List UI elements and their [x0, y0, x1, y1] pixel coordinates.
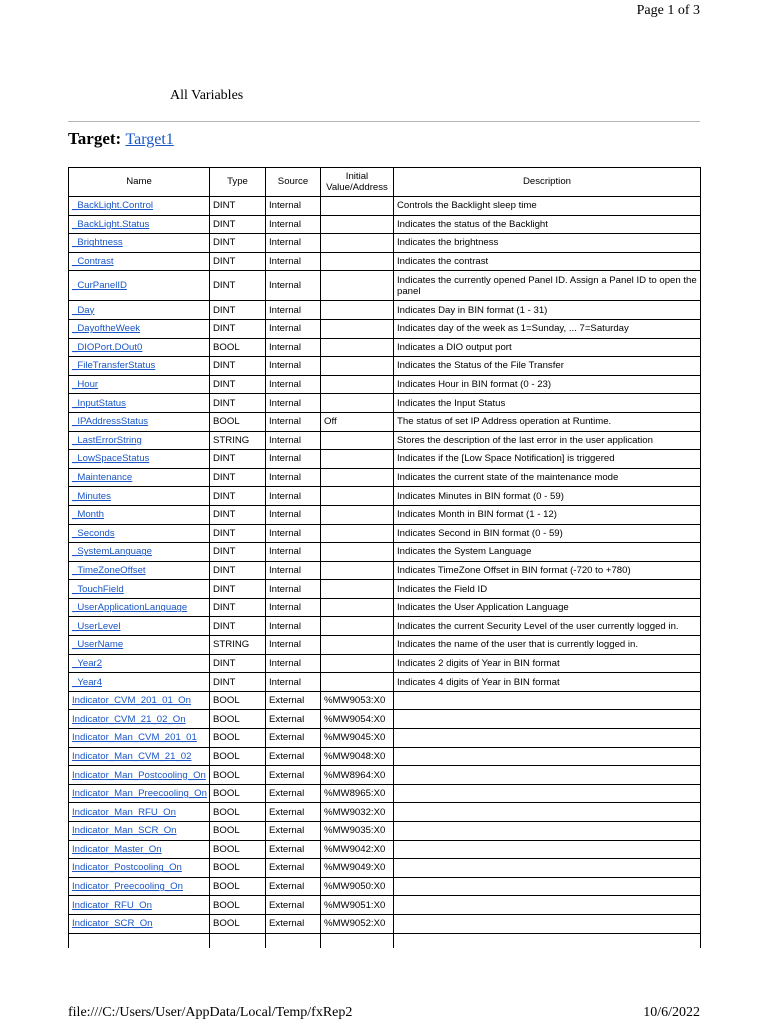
- cell-source: Internal: [266, 673, 321, 692]
- cell-initial-value: [321, 394, 394, 413]
- cell-type: DINT: [210, 357, 266, 376]
- cell-source: External: [266, 710, 321, 729]
- cell-type: BOOL: [210, 896, 266, 915]
- cell-type: DINT: [210, 654, 266, 673]
- table-row: [69, 654, 701, 673]
- cell-initial-value: [321, 673, 394, 692]
- cell-initial-value: [321, 375, 394, 394]
- cell-initial-value: %MW9035:X0: [321, 822, 394, 841]
- column-header-type: Type: [210, 168, 266, 197]
- cell-description: Indicates Second in BIN format (0 - 59): [394, 524, 701, 543]
- cell-initial-value: [321, 505, 394, 524]
- cell-initial-value: %MW8964:X0: [321, 766, 394, 785]
- table-row: [69, 487, 701, 506]
- cell-description: Indicates the System Language: [394, 543, 701, 562]
- table-row: [69, 197, 701, 216]
- cell-source: External: [266, 691, 321, 710]
- cell-description: Indicates the name of the user that is currently logged in.: [394, 636, 701, 655]
- cell-initial-value: %MW9045:X0: [321, 729, 394, 748]
- cell-name: [69, 580, 210, 599]
- cell-description: Indicates the current Security Level of the user currently logged in.: [394, 617, 701, 636]
- cell-type: DINT: [210, 561, 266, 580]
- cell-source: Internal: [266, 617, 321, 636]
- target-label: Target:: [68, 129, 122, 148]
- cell-name: [69, 301, 210, 320]
- cell-name: [69, 505, 210, 524]
- table-row: [69, 766, 701, 785]
- cell-type: DINT: [210, 197, 266, 216]
- variable-link[interactable]: _Month: [72, 509, 104, 521]
- cell-source: Internal: [266, 301, 321, 320]
- cell-type: DINT: [210, 468, 266, 487]
- cell-description: Indicates day of the week as 1=Sunday, ... 7=Saturday: [394, 319, 701, 338]
- table-row: [69, 673, 701, 692]
- cell-source: Internal: [266, 543, 321, 562]
- divider: [68, 121, 700, 122]
- cell-source: External: [266, 859, 321, 878]
- cell-name: [69, 766, 210, 785]
- variable-link[interactable]: _Year4: [72, 676, 103, 688]
- table-row: [69, 580, 701, 599]
- variable-link[interactable]: Indicator_Man_SCR_On: [72, 825, 177, 837]
- cell-description: Indicates the Field ID: [394, 580, 701, 599]
- cell-name: [69, 234, 210, 253]
- cell-description: [394, 729, 701, 748]
- variable-link[interactable]: Indicator_CVM_201_01_On: [72, 695, 191, 707]
- table-row: [69, 747, 701, 766]
- table-row: [69, 394, 701, 413]
- cell-description: [394, 710, 701, 729]
- cell-source: External: [266, 766, 321, 785]
- cell-initial-value: [321, 580, 394, 599]
- table-row: [69, 896, 701, 915]
- cell-initial-value: [321, 215, 394, 234]
- cell-type: STRING: [210, 636, 266, 655]
- cell-name: [69, 561, 210, 580]
- cell-initial-value: %MW8965:X0: [321, 784, 394, 803]
- cell-type: DINT: [210, 450, 266, 469]
- variable-link[interactable]: _TimeZoneOffset: [72, 564, 146, 576]
- cell-type: BOOL: [210, 914, 266, 933]
- variable-link[interactable]: _Minutes: [72, 490, 111, 502]
- table-row: [69, 338, 701, 357]
- cell-name: [69, 747, 210, 766]
- cell-name: [69, 896, 210, 915]
- variable-link[interactable]: _UserApplicationLanguage: [72, 602, 188, 614]
- column-header-source: Source: [266, 168, 321, 197]
- variable-link[interactable]: _UserName: [72, 639, 124, 651]
- cell-initial-value: [321, 234, 394, 253]
- table-row: [69, 505, 701, 524]
- target-link[interactable]: Target1: [125, 131, 174, 148]
- cell-source: Internal: [266, 561, 321, 580]
- table-row: [69, 450, 701, 469]
- cell-source: Internal: [266, 487, 321, 506]
- cell-source: Internal: [266, 252, 321, 271]
- cell-initial-value: [321, 357, 394, 376]
- cell-name: [69, 543, 210, 562]
- cell-description: [394, 896, 701, 915]
- cell-source: External: [266, 729, 321, 748]
- cell-description: Indicates Minutes in BIN format (0 - 59): [394, 487, 701, 506]
- cell-type: BOOL: [210, 784, 266, 803]
- cell-source: External: [266, 914, 321, 933]
- cell-description: Indicates the current state of the maintenance mode: [394, 468, 701, 487]
- cell-initial-value: [321, 636, 394, 655]
- table-row: [69, 431, 701, 450]
- variable-link[interactable]: Indicator_Preecooling_On: [72, 881, 183, 893]
- cell-source: Internal: [266, 580, 321, 599]
- cell-initial-value: [321, 524, 394, 543]
- variable-link[interactable]: Indicator_Postcooling_On: [72, 862, 182, 874]
- variable-link[interactable]: _SystemLanguage: [72, 546, 153, 558]
- cell-initial-value: %MW9053:X0: [321, 691, 394, 710]
- table-row: [69, 375, 701, 394]
- cell-source: External: [266, 803, 321, 822]
- cell-type: BOOL: [210, 840, 266, 859]
- cell-description: Indicates the contrast: [394, 252, 701, 271]
- target-line: [68, 129, 174, 149]
- table-row: [69, 468, 701, 487]
- cell-type: DINT: [210, 617, 266, 636]
- cell-name: [69, 252, 210, 271]
- cell-source: Internal: [266, 271, 321, 301]
- cell-type: DINT: [210, 673, 266, 692]
- table-row: [69, 636, 701, 655]
- cell-name: [69, 803, 210, 822]
- cell-source: External: [266, 747, 321, 766]
- cell-name: [69, 877, 210, 896]
- cell-type: DINT: [210, 301, 266, 320]
- cell-type: BOOL: [210, 747, 266, 766]
- cell-name: [69, 215, 210, 234]
- column-header-description: Description: [394, 168, 701, 197]
- cell-initial-value: [321, 598, 394, 617]
- table-row: [69, 784, 701, 803]
- cell-type: BOOL: [210, 729, 266, 748]
- table-row: [69, 357, 701, 376]
- cell-type: BOOL: [210, 710, 266, 729]
- cell-source: Internal: [266, 234, 321, 253]
- variable-link[interactable]: Indicator_CVM_21_02_On: [72, 713, 186, 725]
- cell-initial-value: %MW9050:X0: [321, 877, 394, 896]
- cell-type: DINT: [210, 234, 266, 253]
- cell-initial-value: [321, 271, 394, 301]
- cell-type: BOOL: [210, 859, 266, 878]
- cell-name: [69, 375, 210, 394]
- cell-source: Internal: [266, 357, 321, 376]
- cell-name: [69, 840, 210, 859]
- variable-link[interactable]: _Contrast: [72, 256, 114, 268]
- cell-description: Indicates Day in BIN format (1 - 31): [394, 301, 701, 320]
- cell-description: Indicates 4 digits of Year in BIN format: [394, 673, 701, 692]
- cell-name: [69, 598, 210, 617]
- variable-link[interactable]: _Year2: [72, 657, 103, 669]
- cell-source: Internal: [266, 468, 321, 487]
- table-row: [69, 234, 701, 253]
- table-row: [69, 412, 701, 431]
- cell-description: [394, 914, 701, 933]
- variable-link[interactable]: Indicator_Man_CVM_21_02: [72, 750, 192, 762]
- cell-initial-value: [321, 468, 394, 487]
- cell-source: Internal: [266, 319, 321, 338]
- cell-description: [394, 691, 701, 710]
- variable-link[interactable]: _LowSpaceStatus: [72, 453, 150, 465]
- cell-type: BOOL: [210, 338, 266, 357]
- cell-source: Internal: [266, 598, 321, 617]
- cell-initial-value: [321, 617, 394, 636]
- cell-type: DINT: [210, 215, 266, 234]
- table-row: [69, 822, 701, 841]
- variable-link[interactable]: Indicator_Man_CVM_201_01: [72, 732, 197, 744]
- cell-description: Controls the Backlight sleep time: [394, 197, 701, 216]
- cell-type: DINT: [210, 505, 266, 524]
- cell-type: DINT: [210, 598, 266, 617]
- cell-initial-value: [321, 561, 394, 580]
- cell-initial-value: %MW9042:X0: [321, 840, 394, 859]
- cell-description: [394, 747, 701, 766]
- cell-source: Internal: [266, 450, 321, 469]
- cell-type: BOOL: [210, 877, 266, 896]
- cell-name: [69, 914, 210, 933]
- cell-initial-value: [321, 431, 394, 450]
- variable-link[interactable]: Indicator_Man_Preecooling_On: [72, 788, 207, 800]
- cell-description: Indicates the currently opened Panel ID. Assign a Panel ID to open the panel: [394, 271, 701, 301]
- cell-description: [394, 766, 701, 785]
- cell-initial-value: [321, 654, 394, 673]
- cell-initial-value: Off: [321, 412, 394, 431]
- table-body: [69, 197, 701, 948]
- variables-table: [68, 167, 701, 948]
- cell-type: DINT: [210, 487, 266, 506]
- variable-link[interactable]: _TouchField: [72, 583, 124, 595]
- cell-initial-value: %MW9032:X0: [321, 803, 394, 822]
- cell-type: BOOL: [210, 803, 266, 822]
- cell-description: Indicates the Status of the File Transfer: [394, 357, 701, 376]
- cell-initial-value: [321, 338, 394, 357]
- empty-cell: [321, 933, 394, 948]
- cell-name: [69, 822, 210, 841]
- cell-source: External: [266, 840, 321, 859]
- cell-description: Indicates Month in BIN format (1 - 12): [394, 505, 701, 524]
- variable-link[interactable]: _CurPanelID: [72, 280, 127, 292]
- cell-initial-value: %MW9054:X0: [321, 710, 394, 729]
- cell-source: Internal: [266, 505, 321, 524]
- variable-link[interactable]: Indicator_Man_RFU_On: [72, 806, 176, 818]
- table-row: [69, 598, 701, 617]
- cell-name: [69, 338, 210, 357]
- table-row: [69, 617, 701, 636]
- cell-source: Internal: [266, 338, 321, 357]
- empty-cell: [394, 933, 701, 948]
- table-header-row: [69, 168, 701, 197]
- cell-description: [394, 822, 701, 841]
- variable-link[interactable]: _Maintenance: [72, 472, 133, 483]
- variable-link[interactable]: _Hour: [72, 379, 99, 391]
- cell-description: Indicates TimeZone Offset in BIN format (-720 to +780): [394, 561, 701, 580]
- cell-initial-value: %MW9049:X0: [321, 859, 394, 878]
- variable-link[interactable]: _DayoftheWeek: [72, 323, 141, 335]
- cell-name: [69, 859, 210, 878]
- cell-description: [394, 784, 701, 803]
- cell-description: Indicates the User Application Language: [394, 598, 701, 617]
- cell-type: DINT: [210, 252, 266, 271]
- variable-link[interactable]: _Brightness: [72, 237, 123, 249]
- cell-initial-value: %MW9048:X0: [321, 747, 394, 766]
- cell-source: External: [266, 784, 321, 803]
- table-row: [69, 319, 701, 338]
- cell-type: BOOL: [210, 822, 266, 841]
- table-row: [69, 271, 701, 301]
- cell-description: [394, 877, 701, 896]
- cell-name: [69, 673, 210, 692]
- cell-description: Indicates the brightness: [394, 234, 701, 253]
- cell-name: [69, 450, 210, 469]
- table-row: [69, 877, 701, 896]
- cell-description: The status of set IP Address operation at Runtime.: [394, 412, 701, 431]
- cell-name: [69, 729, 210, 748]
- cell-type: BOOL: [210, 691, 266, 710]
- variable-link[interactable]: _LastErrorString: [72, 434, 142, 446]
- cell-initial-value: [321, 450, 394, 469]
- table-row: [69, 524, 701, 543]
- page-number: Page 1 of 3: [636, 3, 700, 18]
- table-row: [69, 561, 701, 580]
- variable-link[interactable]: _InputStatus: [72, 397, 126, 409]
- empty-cell: [266, 933, 321, 948]
- cell-name: [69, 636, 210, 655]
- cell-description: [394, 803, 701, 822]
- cell-name: [69, 617, 210, 636]
- cell-type: DINT: [210, 524, 266, 543]
- cell-source: Internal: [266, 394, 321, 413]
- cell-type: DINT: [210, 543, 266, 562]
- cell-name: [69, 654, 210, 673]
- table-row: [69, 301, 701, 320]
- variable-link[interactable]: _FileTransferStatus: [72, 360, 156, 372]
- cell-description: Indicates the Input Status: [394, 394, 701, 413]
- footer-file-path: file:///C:/Users/User/AppData/Local/Temp/fxRep2: [68, 1005, 353, 1020]
- cell-initial-value: %MW9052:X0: [321, 914, 394, 933]
- variable-link[interactable]: _DIOPort.DOut0: [72, 341, 143, 353]
- cell-initial-value: [321, 197, 394, 216]
- cell-name: [69, 487, 210, 506]
- cell-type: DINT: [210, 375, 266, 394]
- variable-link[interactable]: Indicator_Master_On: [72, 843, 162, 855]
- cell-type: DINT: [210, 394, 266, 413]
- column-header-initial: Initial Value/Address: [321, 168, 394, 197]
- cell-name: [69, 784, 210, 803]
- variable-link[interactable]: Indicator_Man_Postcooling_On: [72, 769, 206, 781]
- cell-description: Indicates if the [Low Space Notification] is triggered: [394, 450, 701, 469]
- cell-initial-value: [321, 543, 394, 562]
- cell-initial-value: %MW9051:X0: [321, 896, 394, 915]
- table-row: [69, 691, 701, 710]
- cell-name: [69, 710, 210, 729]
- cell-name: [69, 431, 210, 450]
- cell-source: Internal: [266, 636, 321, 655]
- table-row: [69, 914, 701, 933]
- cell-description: Indicates the status of the Backlight: [394, 215, 701, 234]
- cell-name: [69, 691, 210, 710]
- cell-name: [69, 468, 210, 487]
- cell-name: [69, 412, 210, 431]
- cell-source: Internal: [266, 215, 321, 234]
- footer-date: 10/6/2022: [643, 1005, 700, 1020]
- variable-link[interactable]: _BackLight.Status: [72, 218, 150, 230]
- table-row: [69, 543, 701, 562]
- cell-name: [69, 319, 210, 338]
- cell-description: Indicates 2 digits of Year in BIN format: [394, 654, 701, 673]
- table-row: [69, 840, 701, 859]
- cell-type: STRING: [210, 431, 266, 450]
- cell-source: Internal: [266, 654, 321, 673]
- cell-description: [394, 840, 701, 859]
- variable-link[interactable]: Indicator_RFU_On: [72, 899, 152, 911]
- variable-link[interactable]: _UserLevel: [72, 620, 121, 632]
- cell-description: Indicates a DIO output port: [394, 338, 701, 357]
- cell-source: External: [266, 896, 321, 915]
- variable-link[interactable]: _IPAddressStatus: [72, 416, 149, 428]
- cell-name: [69, 524, 210, 543]
- table-row: [69, 215, 701, 234]
- table-row-continued: [69, 933, 701, 948]
- variable-link[interactable]: _Seconds: [72, 527, 115, 539]
- cell-source: Internal: [266, 412, 321, 431]
- variable-link[interactable]: _BackLight.Control: [72, 200, 154, 212]
- cell-type: DINT: [210, 319, 266, 338]
- cell-source: External: [266, 877, 321, 896]
- cell-type: DINT: [210, 271, 266, 301]
- cell-description: Indicates Hour in BIN format (0 - 23): [394, 375, 701, 394]
- cell-source: Internal: [266, 197, 321, 216]
- cell-type: DINT: [210, 580, 266, 599]
- table-row: [69, 252, 701, 271]
- cell-source: Internal: [266, 524, 321, 543]
- table-row: [69, 729, 701, 748]
- cell-type: BOOL: [210, 766, 266, 785]
- column-header-name: Name: [69, 168, 210, 197]
- cell-source: Internal: [266, 375, 321, 394]
- cell-initial-value: [321, 319, 394, 338]
- cell-initial-value: [321, 301, 394, 320]
- cell-name: [69, 394, 210, 413]
- cell-description: Stores the description of the last error in the user application: [394, 431, 701, 450]
- cell-source: External: [266, 822, 321, 841]
- cell-source: Internal: [266, 431, 321, 450]
- table-row: [69, 710, 701, 729]
- cell-initial-value: [321, 252, 394, 271]
- cell-type: BOOL: [210, 412, 266, 431]
- cell-name: [69, 197, 210, 216]
- cell-name: [69, 271, 210, 301]
- cell-description: [394, 859, 701, 878]
- variable-link[interactable]: _Day: [72, 304, 95, 316]
- empty-cell: [210, 933, 266, 948]
- table-row: [69, 803, 701, 822]
- cell-initial-value: [321, 487, 394, 506]
- table-row: [69, 859, 701, 878]
- empty-cell: [69, 933, 210, 948]
- variable-link[interactable]: Indicator_SCR_On: [72, 918, 153, 930]
- cell-name: [69, 357, 210, 376]
- section-title: All Variables: [170, 88, 244, 103]
